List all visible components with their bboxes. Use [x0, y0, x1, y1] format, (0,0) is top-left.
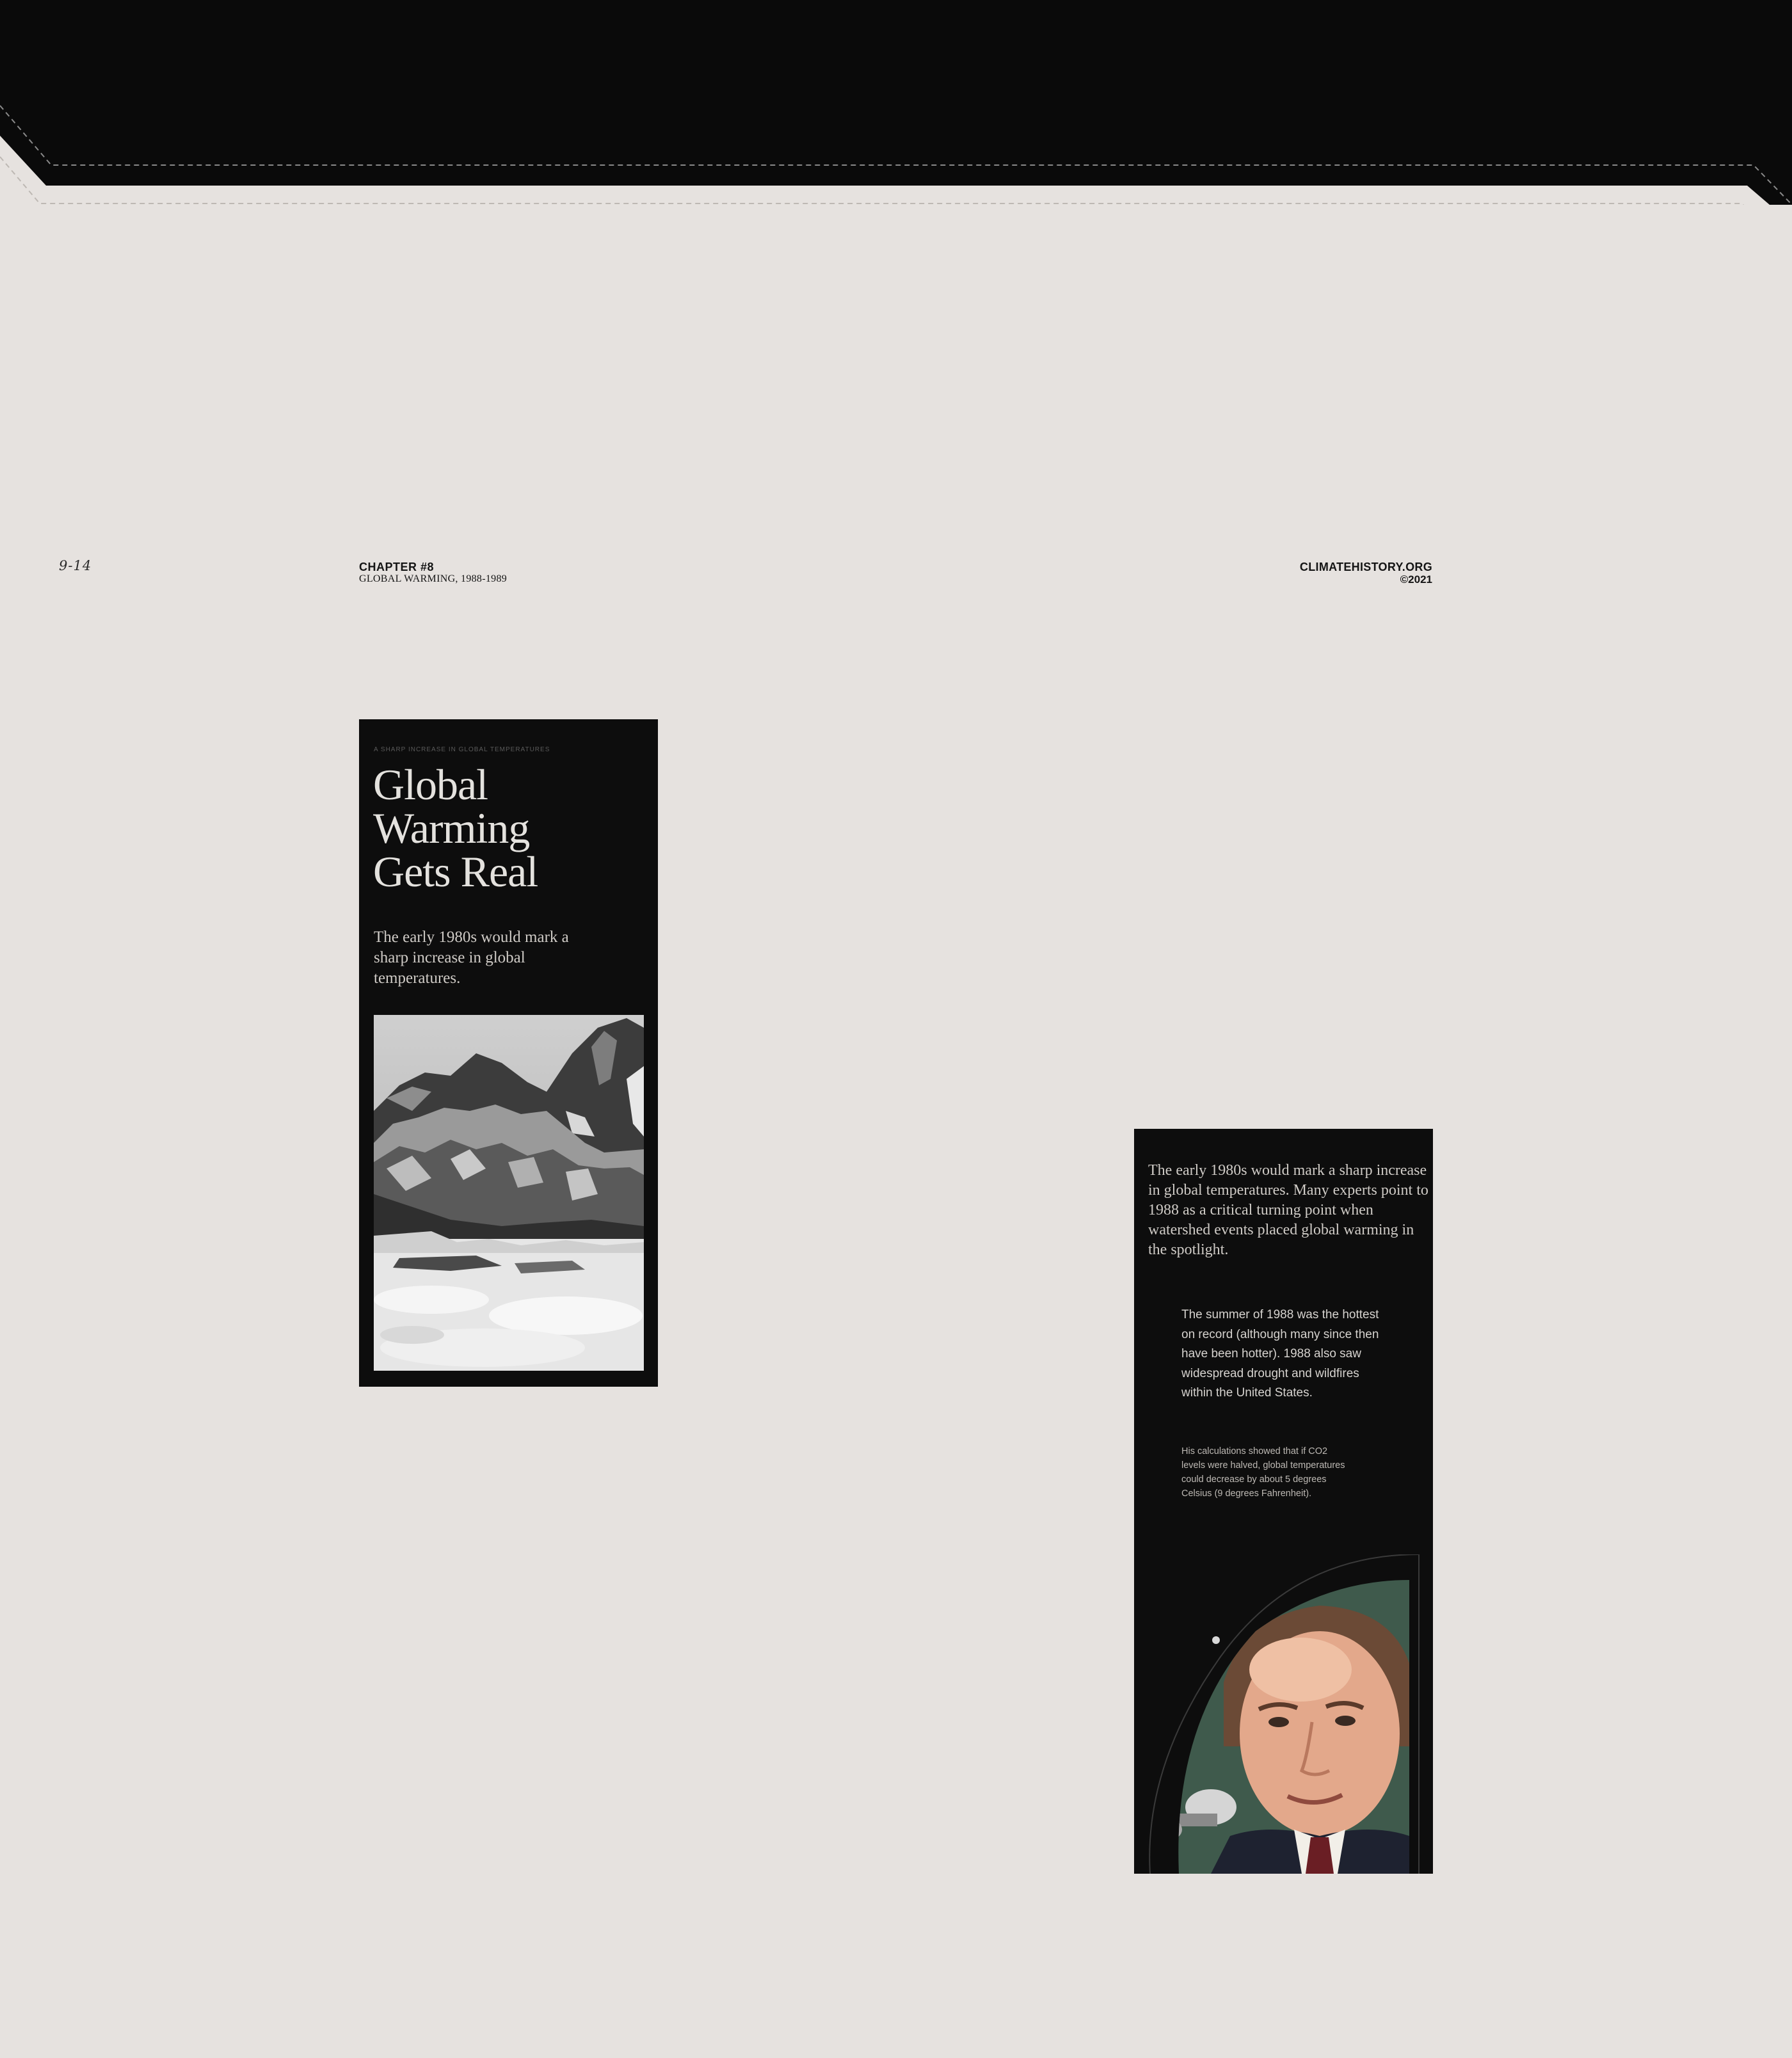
- chapter-heading: [359, 561, 507, 585]
- turning-point-card: [1134, 1129, 1433, 1874]
- chapter-subtitle: GLOBAL WARMING, 1988-1989: [359, 573, 508, 584]
- arc-marker-icon: [1212, 1636, 1220, 1644]
- site-name-link[interactable]: CLIMATEHISTORY.ORG: [1299, 561, 1432, 573]
- card-lede: The early 1980s would mark a sharp increase in global temperatures.: [374, 929, 569, 987]
- copyright: ©2021: [1400, 573, 1432, 586]
- card-note: His calculations showed that if CO2 levels were halved, global temperatures could decrease by about 5 degrees Celsius (9 degrees Fahrenheit).: [1181, 1446, 1345, 1499]
- card-body: The summer of 1988 was the hottest on record (although many since then have been hotter). 1988 also saw widespread drought and wildfires within the United States.: [1181, 1308, 1379, 1400]
- global-warming-card: [359, 719, 658, 1387]
- headline-line-2: Warming: [373, 804, 530, 852]
- glacier-photo: [374, 1015, 644, 1371]
- card-eyebrow: A SHARP INCREASE IN GLOBAL TEMPERATURES: [374, 746, 550, 753]
- card-headline: [373, 760, 648, 896]
- page-number: 9-14: [59, 558, 92, 573]
- headline-line-3: Gets Real: [373, 847, 538, 896]
- headline-line-1: Global: [373, 760, 488, 809]
- chapter-label: CHAPTER #8: [359, 561, 435, 573]
- site-credit: [1300, 561, 1432, 586]
- portrait-photo: [1134, 1554, 1433, 1874]
- top-band: [0, 0, 1792, 205]
- card-intro: The early 1980s would mark a sharp increase in global temperatures. Many experts point to 1988 as a critical turning point when watershed events placed global warming in the spotlight.: [1148, 1162, 1428, 1258]
